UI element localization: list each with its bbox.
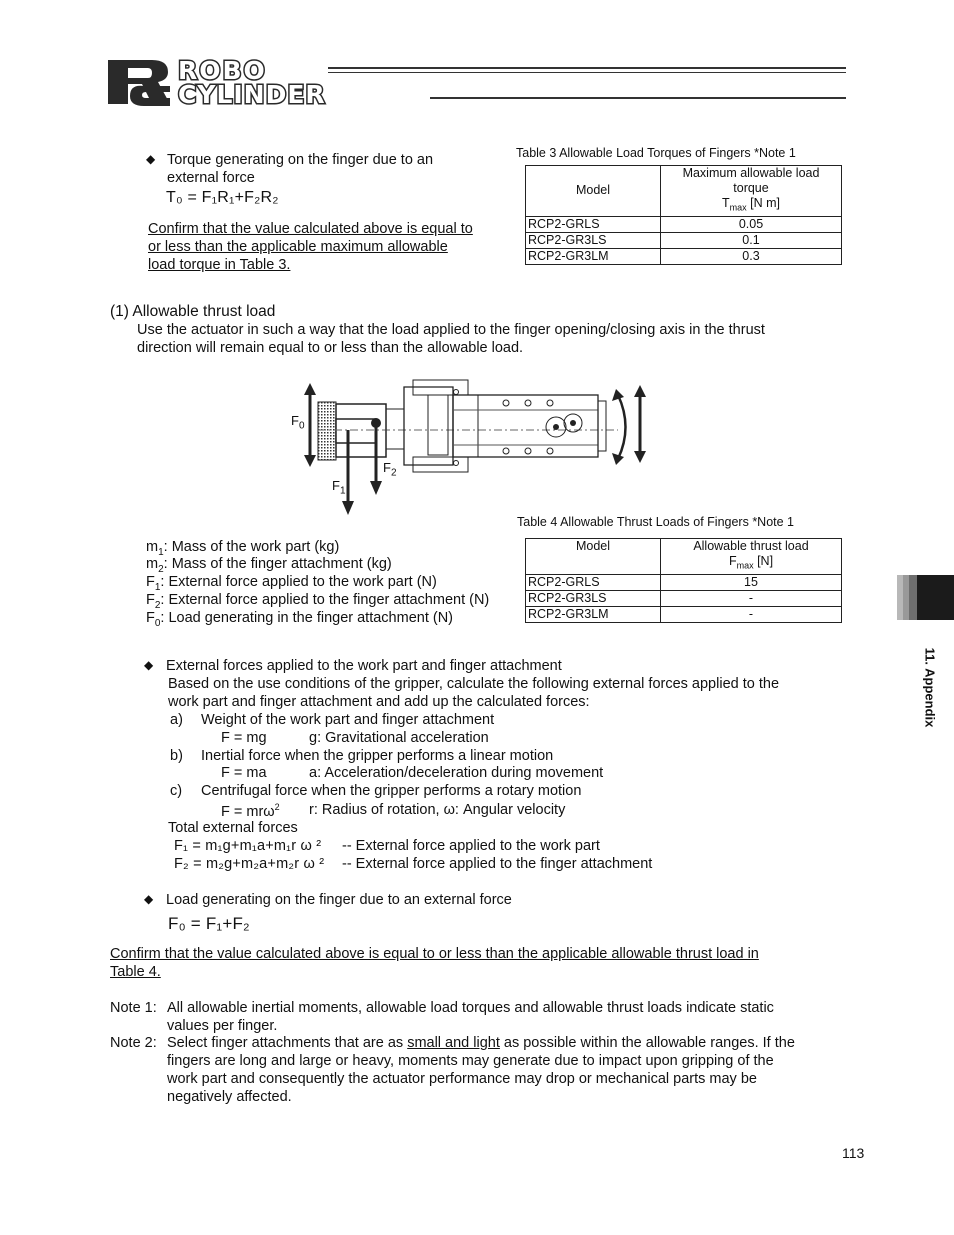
external-a-text: Weight of the work part and finger attachment (201, 712, 495, 728)
header-rule-bottom (430, 97, 846, 99)
table-row: RCP2-GR3LM - (526, 606, 842, 622)
def-m1: $m_1$: Mass of the work part (kg) (146, 539, 340, 558)
table-row: RCP2-GR3LS - (526, 590, 842, 606)
thrust-heading: (1) Allowable thrust load (110, 303, 276, 320)
note2-line4: negatively affected. (167, 1089, 292, 1105)
page-number: 113 (842, 1145, 865, 1161)
table3 (525, 165, 842, 265)
torque-formula: T₀ = F₁R₁+F₂R₂ (166, 189, 279, 206)
external-f1-formula: F₁ = m₁g+m₁a+m₁r ω ² (174, 838, 322, 854)
table-row: RCP2-GRLS 15 (526, 574, 842, 590)
def-m2: $m_2$: Mass of the finger attachment (kg) (146, 556, 392, 575)
external-body-1: Based on the use conditions of the gripper, calculate the following external forces applied to the (168, 676, 780, 692)
def-f2: $F_2$: External force applied to the finger attachment (N) (146, 592, 490, 611)
table-row: RCP2-GRLS 0.05 (526, 216, 842, 232)
note2-line3: work part and consequently the actuator performance may drop or mechanical parts may be (167, 1071, 757, 1087)
external-b-formula: F = ma (221, 765, 267, 781)
note2-line2: fingers are long and large or heavy, moments may generate due to impact upon gripping of the (167, 1053, 774, 1069)
def-f1: $F_1$: External force applied to the work part (N) (146, 574, 437, 593)
thrust-body-2: direction will remain equal to or less than the allowable load. (137, 340, 524, 356)
load-confirm-1: Confirm that the value calculated above is equal to or less than the applicable allowable thrust load in (110, 946, 759, 962)
load-confirm-2: Table 4. (110, 964, 161, 980)
torque-heading-2: external force (167, 170, 255, 186)
external-c-label: c) (170, 783, 183, 799)
load-formula: F₀ = F₁+F₂ (168, 914, 250, 933)
external-c-text: Centrifugal force when the gripper performs a rotary motion (201, 783, 582, 799)
external-total: Total external forces (168, 820, 298, 836)
external-a-desc: g: Gravitational acceleration (309, 730, 489, 746)
external-b-text: Inertial force when the gripper performs a linear motion (201, 748, 554, 764)
load-bullet: ◆ (144, 892, 154, 906)
external-f2-formula: F₂ = m₂g+m₂a+m₂r ω ² (174, 856, 325, 872)
header-rule-top (328, 67, 846, 69)
diagram-label-f0: $F_0$ (291, 413, 305, 432)
gripper-diagram (288, 375, 653, 520)
diagram-label-f1: $F_1$ (332, 478, 346, 497)
external-b-desc: a: Acceleration/deceleration during movement (309, 765, 604, 781)
table3-caption: Table 3 Allowable Load Torques of Fingers *Note 1 (516, 146, 796, 160)
torque-confirm-2: or less than the applicable maximum allowable (148, 239, 448, 255)
note1-line2: values per finger. (167, 1018, 278, 1034)
external-bullet: ◆ (144, 658, 154, 672)
table4-col-thrust: Allowable thrust load $F_{max}$ [N] (661, 539, 842, 575)
table4-col-model: Model (526, 539, 661, 575)
external-c-formula: F = mrω$^2$ (221, 802, 280, 820)
torque-confirm-1: Confirm that the value calculated above is equal to (148, 221, 473, 237)
note2-label: Note 2: (110, 1035, 157, 1051)
thrust-body-1: Use the actuator in such a way that the load applied to the finger opening/closing axis in the thrust (137, 322, 765, 338)
table3-col-model: Model (526, 166, 661, 217)
logo-line2: CYLINDER (178, 80, 326, 109)
external-a-formula: F = mg (221, 730, 267, 746)
torque-heading-1: Torque generating on the finger due to an (167, 152, 434, 168)
external-f2-desc: -- External force applied to the finger attachment (342, 856, 653, 872)
gripper-drawing (288, 375, 653, 520)
external-c-desc: r: Radius of rotation, ω: Angular velocity (309, 802, 566, 818)
torque-bullet: ◆ (146, 152, 156, 166)
external-body-2: work part and finger attachment and add up the calculated forces: (168, 694, 590, 710)
table3-col-torque: Maximum allowable load torque $T_{max}$ [N m] (661, 166, 842, 217)
table-row: RCP2-GR3LS 0.1 (526, 232, 842, 248)
note2-line1: Select finger attachments that are as small and light as possible within the allowable ranges. If the (167, 1035, 795, 1051)
def-f0: $F_0$: Load generating in the finger attachment (N) (146, 610, 454, 629)
note1-label: Note 1: (110, 1000, 157, 1016)
external-f1-desc: -- External force applied to the work part (342, 838, 600, 854)
table4-caption: Table 4 Allowable Thrust Loads of Fingers *Note 1 (517, 515, 795, 529)
external-heading: External forces applied to the work part and finger attachment (166, 658, 562, 674)
side-tab (897, 575, 954, 620)
diagram-label-f2: $F_2$ (383, 460, 397, 479)
header-rule-top2 (328, 72, 846, 73)
external-a-label: a) (170, 712, 183, 728)
side-tab-label: 11. Appendix (922, 647, 938, 728)
logo-line1: ROBO (178, 56, 267, 85)
table4 (525, 538, 842, 623)
load-heading: Load generating on the finger due to an external force (166, 892, 512, 908)
torque-confirm-3: load torque in Table 3. (148, 257, 291, 273)
note1-line1: All allowable inertial moments, allowable load torques and allowable thrust loads indicate static (167, 1000, 774, 1016)
table-row: RCP2-GR3LM 0.3 (526, 248, 842, 264)
external-b-label: b) (170, 748, 183, 764)
